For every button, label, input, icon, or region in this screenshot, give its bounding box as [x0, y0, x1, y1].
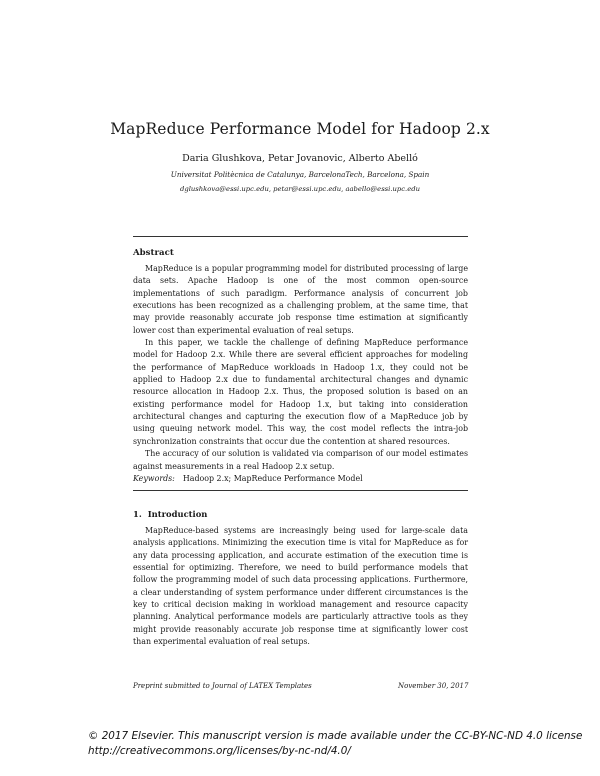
author-list: Daria Glushkova, Petar Jovanovic, Alberto Abelló	[182, 153, 418, 164]
license-notice	[88, 729, 593, 759]
preprint-note: Preprint submitted to Journal of LATEX Templates	[133, 682, 312, 690]
section-title: Introduction	[147, 509, 208, 519]
paper-title: MapReduce Performance Model for Hadoop 2.x	[110, 120, 490, 138]
affiliation: Universitat Politècnica de Catalunya, BarcelonaTech, Barcelona, Spain	[170, 170, 430, 179]
abstract-top-rule	[133, 236, 468, 237]
section-heading	[133, 509, 207, 519]
keywords-label: Keywords:	[133, 474, 175, 483]
introduction-paragraph: MapReduce-based systems are increasingly being used for large-scale data analysis applications. Minimizing the execution time is vital for MapReduce as for any data processing application, and accurate estimation of the execution time is essential for optimizing. Therefore, we need to build performance models that follow the programming model of such data processing applications. Furthermore, a clear understanding of system performance under different circumstances is the key to critical decision making in workload management and resource capacity planning. Analytical performance models are particularly attractive tools as they might provide reasonably accurate job response time at significantly lower cost than experimental evaluation of real setups.	[133, 526, 468, 647]
introduction-body	[133, 525, 468, 648]
license-statement: © 2017 Elsevier. This manuscript version is made available under the CC-BY-NC-ND 4.0 license	[88, 730, 583, 742]
abstract-paragraph: The accuracy of our solution is validated via comparison of our model estimates against measurements in a real Hadoop 2.x setup.	[133, 449, 468, 471]
keywords-value: Hadoop 2.x; MapReduce Performance Model	[182, 474, 363, 483]
abstract-heading: Abstract	[133, 248, 174, 258]
author-emails: dglushkova@essi.upc.edu, petar@essi.upc.edu, aabello@essi.upc.edu	[180, 185, 420, 193]
abstract-body	[133, 263, 468, 473]
section-number: 1.	[133, 509, 142, 519]
abstract-paragraph: In this paper, we tackle the challenge of defining MapReduce performance model for Hadoop 2.x. While there are several efficient approaches for modeling the performance of MapReduce workloads in Hadoop 1.x, they could not be applied to Hadoop 2.x due to fundamental architectural changes and dynamic resource allocation in Hadoop 2.x. Thus, the proposed solution is based on an existing performance model for Hadoop 1.x, but taking into consideration architectural changes and capturing the execution flow of a MapReduce job by using queuing network model. This way, the cost model reflects the intra-job synchronization constraints that occur due the contention at shared resources.	[133, 338, 468, 446]
abstract-paragraph: MapReduce is a popular programming model for distributed processing of large data sets. Apache Hadoop is one of the most common open-source implementations of such paradigm. Performance analysis of concurrent job executions has been recognized as a challenging problem, at the same time, that may provide reasonably accurate job response time estimation at significantly lower cost than experimental evaluation of real setups.	[133, 264, 468, 335]
preprint-date: November 30, 2017	[398, 682, 469, 690]
abstract-bottom-rule	[133, 490, 468, 491]
keywords-line	[133, 474, 363, 483]
license-url[interactable]: http://creativecommons.org/licenses/by-nc-nd/4.0/	[88, 745, 351, 757]
